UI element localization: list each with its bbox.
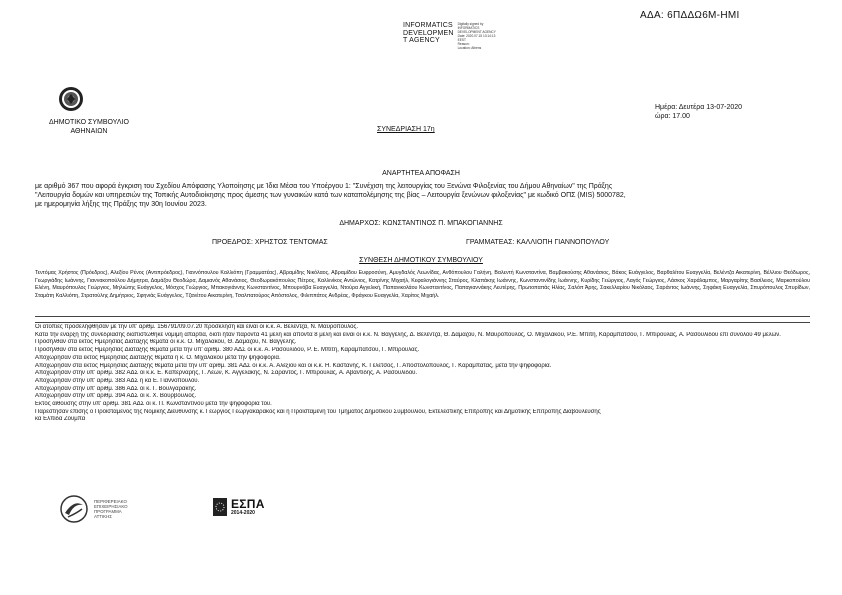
attendance-row: Αποχώρησαν στην υπ' αριθμ. 386 ΑΔΣ οι κ. Γ. Βουλγαράκης. xyxy=(35,385,197,392)
signature-detail-line: Date: 2020.07.15 13:14:13 xyxy=(457,34,496,38)
espa-wordmark: ΕΣΠΑ xyxy=(231,497,265,511)
signature-detail-line: DEVELOPMENT AGENCY xyxy=(457,30,496,34)
attendance-row: Εκτός αιθούσης στην υπ' αριθμ. 381 ΑΔΣ οι κ. Π. Κωνσταντίνου μετά την ψηφοφορία του. xyxy=(35,401,272,408)
attendance-row: Κατά την ενάρξη της συνεδρίασης διαπιστώθηκε νόμιμη απαρτία, διότι ήταν παρόντα 41 μέλη και απόντα 8 μέλη και είναι οι κ.κ. Ν. Βαγγέλης, Δ. Βελέντζα, Θ. Δαμάζου, Ν. Μαυρόπουλος, Ο. Μιχαλάκου, Ρ.Ε. Μπίτη, Καραμπάτσου, Γ. Μπιρούλας, Α. Ρασουλίδου επί συνόλου 49 μελών. xyxy=(35,331,781,338)
attendance-notes xyxy=(35,324,810,424)
attendance-row: Παρέστησαν επίσης ο Προϊστάμενος της Νομικής Διεύθυνσης κ. Γεώργιος Γεωργακαράκος και η Προϊσταμένη του Τμήματος Δημοτικού Συμβουλίου, Εκτελεστικής Επιτροπής και Δημοτικής Επιτροπής Διαβούλευσης xyxy=(35,408,601,415)
signature-detail-line: Reason: xyxy=(457,42,470,46)
session-number: ΣΥΝΕΔΡΙΑΣΗ 17η xyxy=(377,126,435,133)
ada-code: ΑΔΑ: 6ΠΔΔΩ6Μ-ΗΜΙ xyxy=(640,10,740,21)
signature-detail-line: Digitally signed by xyxy=(457,22,484,26)
attendance-row: Αποχώρησαν στην υπ' αριθμ. 394 ΑΔΣ οι κ. Χ. Βουρβούλιος. xyxy=(35,393,197,400)
signature-detail-line: INFORMATICS xyxy=(457,26,480,30)
espa-years: 2014-2020 xyxy=(231,510,255,516)
attendance-row: Οι ατόπιες προσελήφθησαν με την υπ' αριθμ. 156791/09.07.20 πρόσκληση και είναι οι κ.κ. Α. Βελέντζα, Ν. Μαυρόπουλος. xyxy=(35,324,359,330)
espa-text xyxy=(231,498,265,516)
attendance-row: Αποχώρησαν στην υπ' αριθμ. 382 ΑΔΣ οι κ.κ. Ε. Καπερνάρης, Γ. Λέων, Κ. Αγγελάκης, Ν. Σαράντος, Γ. Μπιρούλας, Α. Αβαντίδης, Α. Ρασουλίδου. xyxy=(35,370,418,377)
signature-org-line: INFORMATICS xyxy=(403,22,453,29)
separator-line xyxy=(35,316,810,317)
decision-line: με αριθμό 367 που αφορά έγκριση του Σχεδίου Απόφασης Υλοποίησης με Ίδια Μέσα του Υποέργου 1: "Συνέχιση της λειτουργίας του Ξενώνα Φιλοξενίας του Δήμου Αθηναίων" της Πράξης xyxy=(35,183,613,190)
signature-detail-line: EEST xyxy=(457,38,466,42)
attendance-row: κα Ελπίδα Ζούμπα xyxy=(35,416,86,423)
meeting-datetime xyxy=(655,103,742,121)
meeting-time: ώρα: 17.00 xyxy=(655,113,690,120)
pep-line: ΕΠΙΧΕΙΡΗΣΙΑΚΟ xyxy=(94,504,128,509)
decision-line: με ημερομηνία λήξης της Πράξης την 30η Ιουνίου 2023. xyxy=(35,201,207,208)
eu-flag-icon xyxy=(213,498,227,516)
secretary-line: ΓΡΑΜΜΑΤΕΑΣ: ΚΑΛΛΙΟΠΗ ΓΙΑΝΝΟΠΟΥΛΟΥ xyxy=(466,239,610,246)
attendance-row: Αποχώρησαν στην υπ' αριθμ. 383 ΑΔΣ η κα Ε. Γιαννοπούλου. xyxy=(35,377,200,384)
attendance-row: Προσήλθαν στα εκτός Ημερησίας Διάταξης θέματα οι κ.κ. Ο. Μιχαλάκου, Θ. Δαμάζου, Ν. Βαγγέλης. xyxy=(35,339,297,346)
separator-line xyxy=(35,322,810,323)
decision-description xyxy=(35,182,810,209)
signature-org-line: T AGENCY xyxy=(403,37,440,45)
council-name-line1: ΔΗΜΟΤΙΚΟ ΣΥΜΒΟΥΛΙΟ xyxy=(48,119,129,126)
meeting-date: Ημέρα: Δευτέρα 13-07-2020 xyxy=(655,104,743,111)
mayor-line: ΔΗΜΑΡΧΟΣ: ΚΩΝΣΤΑΝΤΙΝΟΣ Π. ΜΠΑΚΟΓΙΑΝΝΗΣ xyxy=(339,220,503,227)
pep-line: ΠΡΟΓΡΑΜΜΑ xyxy=(94,509,122,514)
pep-line: ΠΕΡΙΦΕΡΕΙΑΚΟ xyxy=(94,499,127,504)
signature-detail-line: Location: Athens xyxy=(457,46,482,50)
signature-org-name xyxy=(403,22,454,50)
pep-swirl-icon xyxy=(60,495,88,523)
president-line: ΠΡΟΕΔΡΟΣ: ΧΡΗΣΤΟΣ ΤΕΝΤΟΜΑΣ xyxy=(212,239,328,246)
composition-title: ΣΥΝΘΕΣΗ ΔΗΜΟΤΙΚΟΥ ΣΥΜΒΟΥΛΙΟΥ xyxy=(359,257,483,264)
signature-org-line: DEVELOPMEN xyxy=(403,29,454,37)
espa-logo xyxy=(213,498,265,516)
attendance-row: Αποχώρησαν στα εκτός Ημερησίας Διάταξης θέματα μετά την υπ' αριθμ. 381 ΑΔΣ οι κ.κ. Α. Αλεξίου και οι κ.κ. Η. Καστάνης, Κ. Γελέτσος, Γ. Αποστολόπουλος, Γ. Καραμπατάς, μετά την ψηφοφορία. xyxy=(35,362,552,369)
attendance-row: Αποχώρησαν στα εκτός Ημερησίας Διάταξης θέματα η κ. Ο. Μιχαλάκου μετά την ψηφοφορία. xyxy=(35,354,281,361)
pep-line: ΑΤΤΙΚΗΣ xyxy=(94,514,112,519)
decision-line: "Λειτουργία δομών και υπηρεσιών της Τοπικής Αυτοδιοίκησης προς άμεσης των γυναικών κατά των καταπολέμησης της βίας – Λειτουργία ξενώνων φιλοξενίας" με κωδικό ΟΠΣ (MIS) 5000782, xyxy=(35,192,626,199)
digital-signature-stamp xyxy=(403,22,573,50)
council-name-line2: ΑΘΗΝΑΙΩΝ xyxy=(70,128,108,135)
council-name xyxy=(35,118,143,136)
pep-text xyxy=(94,499,128,519)
decision-title: ΑΝΑΡΤΗΤΕΑ ΑΠΟΦΑΣΗ xyxy=(382,170,460,177)
attendance-row: Προσήλθαν στα εκτός Ημερησίας Διάταξης θέματα μετά την υπ' αριθμ. 380 ΑΔΣ οι κ.κ. Α. Ρασουλίδου, Ρ. Ε. Μπίτη, Καραμπάτσου, Γ. Μπιρούλας. xyxy=(35,347,420,354)
pep-attica-logo xyxy=(60,495,128,523)
council-members-list: Τεντόμας Χρήστος (Πρόεδρος), Αλεξίου Ρένος (Αντιπρόεδρος), Γιαννόπουλου Καλλιόπη (Γραμματέας), Αβραμίδης Νικόλαος, Αβραμίδου Ευφροσύνη, Αμυγδαλός Λεωνίδας, Ανθόπουλου Γαλήνη, Βαλεντή Κωνσταντίνα, Βαμβακούσης Αθανάσιος, Βάκος Ευάγγελος, Βαρθαλίτου Ευαγγελία, Βελέντζα Αικατερίνη, Βέλλιου Θεόδωρος, Γεωργιάδης Ιωάννης, Γιαννακοπούλου Δήμητρα, Δαμάζου Θεοδώρα, Δαμιανός Αθανάσιος, Θεοδωρακόπουλος Πέτρος, Καλλινίκος Αντώνιος, Κατρίνης Μιχαήλ, Κεφαλογιάννης Σταύρος, Κλαπάκης Ιωάννης, Κωνσταντινίδης Ιωάννης, Κυρίδης Γεώργιος, Λαγός Γεώργιος, Λάσκος Χαράλαμπος, Μαργαρίτης Βασίλειος, Μαρκοπούλου Ελένη, Μαυρόπουλος Γεώργιος, Μηλιώτης Ευάγγελος, Μόσχος Γεώργιος, Μπακογιάννης Κωνσταντίνος, Μπουρνόβα Ευαγγελία, Ντούρα Αγγελική, Παπανικολάου Κωνσταντίνος, Παπαγιαννάκης Λευτέρης, Πρωτοπαπάς Ηλίας, Σαλόπ Άρης, Σακελλαρίου Νικόλαος, Σαράντος Ιωάννης, Σηφάκη Ευαγγελία, Σπυρόπουλος Σπυρίδων, Σταμάτη Καλλιόπη, Στρατούλης Δημήτριος, Σφηνιάς Ευάγγελος, Τζανέτου Αικατερίνη, Τσαλπατούρος Απόστολος, Φιλιππάτος Ανδρέας, Φράγκου Ευαγγελία, Χαρίτος Μιχαήλ. xyxy=(35,270,810,299)
municipal-seal-icon xyxy=(58,86,84,112)
signature-details xyxy=(458,22,496,50)
